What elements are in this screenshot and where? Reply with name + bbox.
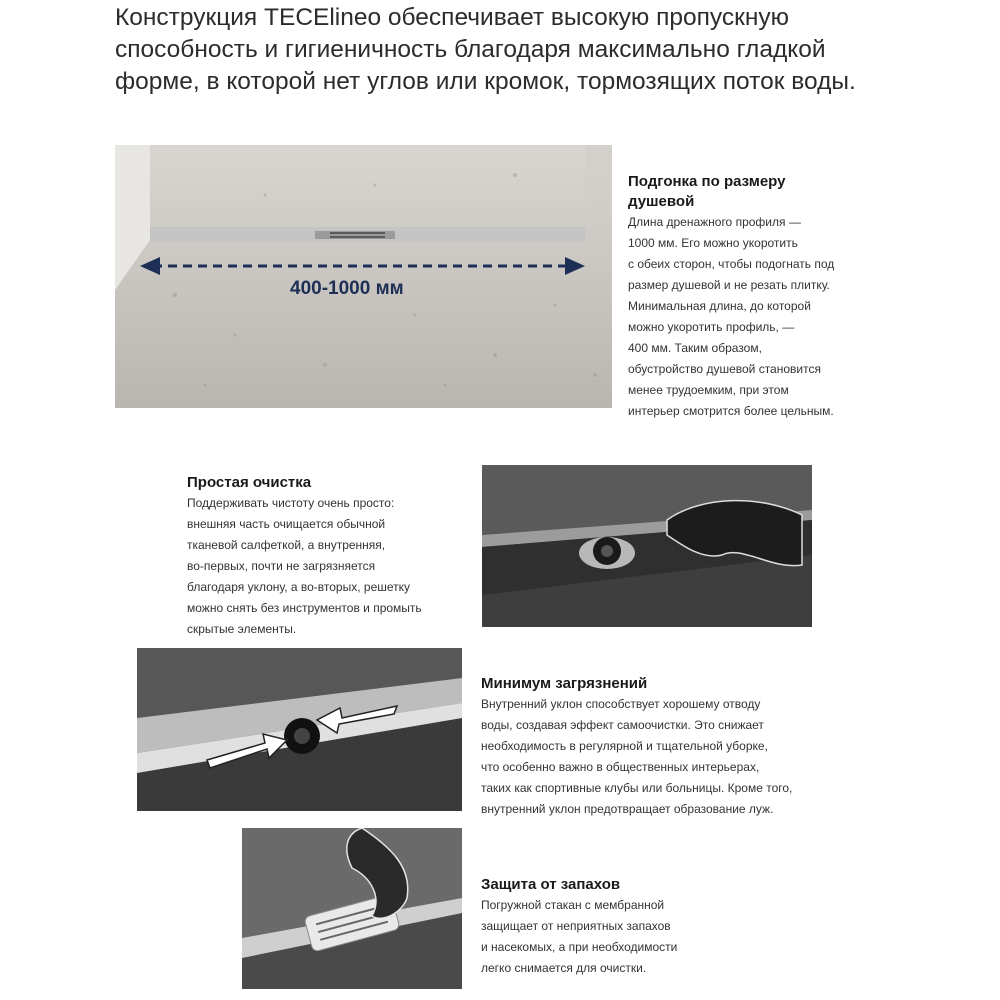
section-body-cleaning: Поддерживать чистоту очень просто: внешняя часть очищается обычной тканевой салфеткой, а внутренняя, во-первых, почти не загрязняется благодаря уклону, а во-вторых, решетку можно снять без инструментов и промыть скрытые элементы. (187, 496, 422, 636)
dimension-label: 400-1000 мм (290, 278, 404, 299)
section-body-odor: Погружной стакан с мембранной защищает от неприятных запахов и насекомых, а при необходимости легко снимается для очистки. (481, 898, 678, 975)
section-title-minimal-dirt: Минимум загрязнений (481, 675, 648, 692)
drain-length-photo (115, 145, 612, 408)
section-title-odor: Защита от запахов (481, 876, 621, 893)
odor-trap-photo (242, 828, 462, 989)
intro-paragraph: Конструкция TECElineo обеспечивает высокую пропускную способность и гигиеничность благодаря максимально гладкой форме, в которой нет углов или кромок, тормозящих поток воды. (115, 4, 856, 95)
cleaning-photo (482, 465, 812, 627)
section-body-minimal-dirt: Внутренний уклон способствует хорошему отводу воды, создавая эффект самоочистки. Это снижает необходимость в регулярной и тщательной уборке, что особенно важно в общественных интерьерах, таких как спортивные клубы или больницы. Кроме того, внутренний уклон предотвращает образование луж. (481, 697, 793, 816)
section-title-cleaning: Простая очистка (187, 474, 312, 491)
section-title-sizing: Подгонка по размеру душевой (628, 173, 786, 210)
section-body-sizing: Длина дренажного профиля — 1000 мм. Его можно укоротить с обеих сторон, чтобы подогнать под размер душевой и не резать плитку. Минимальная длина, до которой можно укоротить профиль, — 400 мм. Таким образом, обустройство душевой становится менее трудоемким, при этом интерьер смотрится более цельным. (628, 215, 835, 418)
slope-photo (137, 648, 462, 811)
